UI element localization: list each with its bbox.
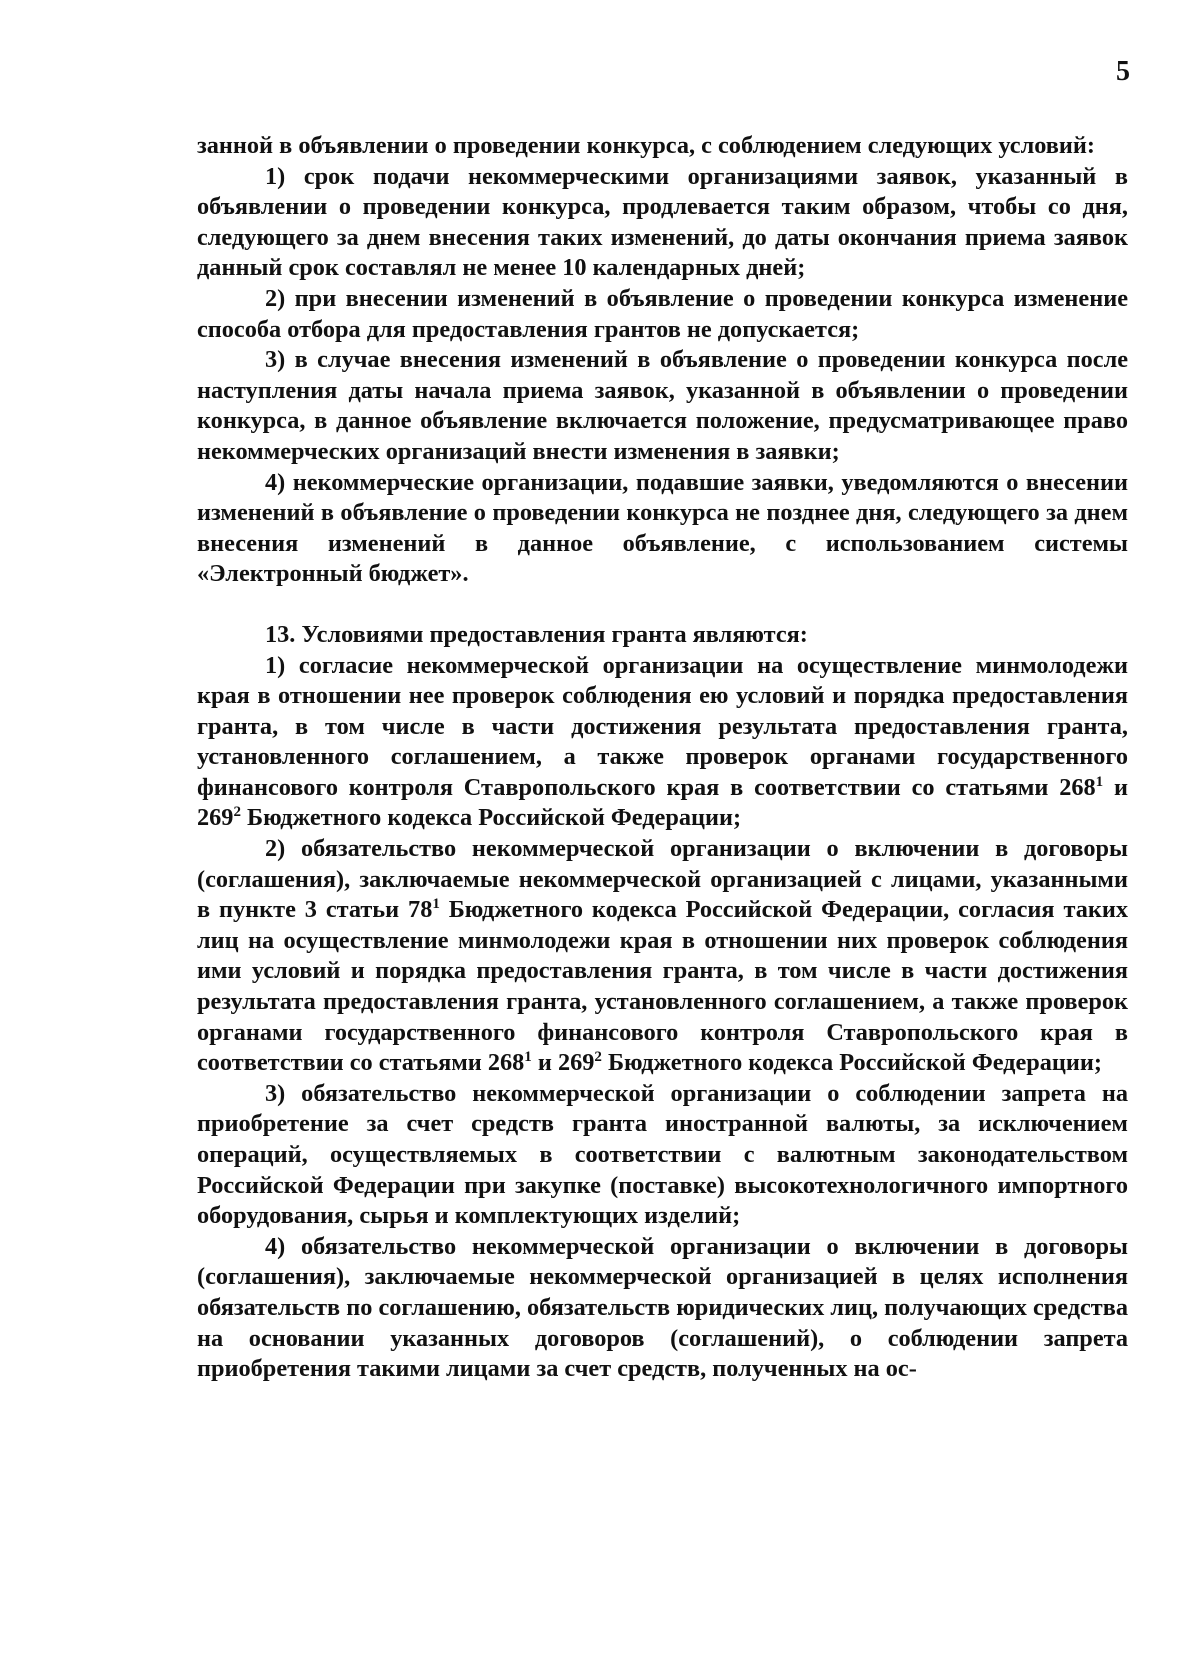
superscript: 1 (432, 896, 440, 913)
paragraph-continuation: занной в объявлении о проведении конкурса, с соблюдением следующих условий: (197, 132, 1095, 159)
list-item: 1) срок подачи некоммерческими организациями заявок, указанный в объявлении о проведении конкурса, продлевается таким образом, чтобы со дня, следующего за днем внесения таких изменений, до даты окончания приема заявок данный срок составлял не менее 10 календарных дней; (197, 162, 1128, 282)
paragraph-text: 1) согласие некоммерческой организации на осуществление минмолодежи края в отношении нее проверок соблюдения ею условий и порядка предоставления гранта, в том числе в части достижения результата предоставления гранта, установленного соглашением, а также проверок органами государственного финансового контроля Ставропольского края в соответствии со статьями 268 (197, 651, 1128, 801)
superscript: 1 (524, 1049, 532, 1066)
section-heading: 13. Условиями предоставления гранта являются: (265, 620, 808, 648)
list-item (197, 834, 1128, 1079)
paragraph-text: и 269 (531, 1049, 595, 1077)
list-item: 3) обязательство некоммерческой организации о соблюдении запрета на приобретение за счет средств гранта иностранной валюты, за исключением операций, осуществляемых в соответствии с валютным законодательством Российской Федерации при закупке (поставке) высокотехнологичного импортного оборудования, сырья и комплектующих изделий; (197, 1079, 1128, 1230)
superscript: 2 (233, 804, 241, 821)
paragraph-text: Бюджетного кодекса Российской Федерации; (601, 1049, 1103, 1077)
paragraph-text: и 269 (197, 773, 1129, 832)
paragraph-text: 2) обязательство некоммерческой организации о включении в договоры (соглашения), заключаемые некоммерческой организацией с лицами, указанными в пункте 3 статьи 78 (197, 835, 1128, 924)
list-item: 4) обязательство некоммерческой организации о включении в договоры (соглашения), заключаемые некоммерческой организацией в целях исполнения обязательств по соглашению, обязательств юридических лиц, получающих средства на основании указанных договоров (соглашений), о соблюдении запрета приобретения такими лицами за счет средств, полученных на ос- (197, 1232, 1128, 1383)
list-item (197, 651, 1128, 835)
superscript: 1 (1095, 773, 1104, 790)
list-item: 2) при внесении изменений в объявление о проведении конкурса изменение способа отбора для предоставления грантов не допускается; (197, 284, 1128, 343)
list-item: 3) в случае внесения изменений в объявление о проведении конкурса после наступления даты начала приема заявок, указанной в объявлении о проведении конкурса, в данное объявление включается положение, предусматривающее право некоммерческих организаций внести изменения в заявки; (197, 346, 1128, 465)
paragraph-text: Бюджетного кодекса Российской Федерации; (240, 804, 742, 832)
document-body (197, 131, 1128, 1385)
page-number: 5 (1116, 56, 1130, 87)
superscript: 2 (594, 1049, 602, 1066)
list-item: 4) некоммерческие организации, подавшие заявки, уведомляются о внесении изменений в объявление о проведении конкурса не позднее дня, следующего за днем внесения изменений в данное объявление, с использованием системы «Электронный бюджет». (197, 468, 1128, 588)
paragraph-text: Бюджетного кодекса Российской Федерации, согласия таких лиц на осуществление минмолодежи края в отношении них проверок соблюдения ими условий и порядка предоставления гранта, в том числе в части достижения результата предоставления гранта, установленного соглашением, а также проверок органами государственного финансового контроля Ставропольского края в соответствии со статьями 268 (197, 896, 1128, 1077)
